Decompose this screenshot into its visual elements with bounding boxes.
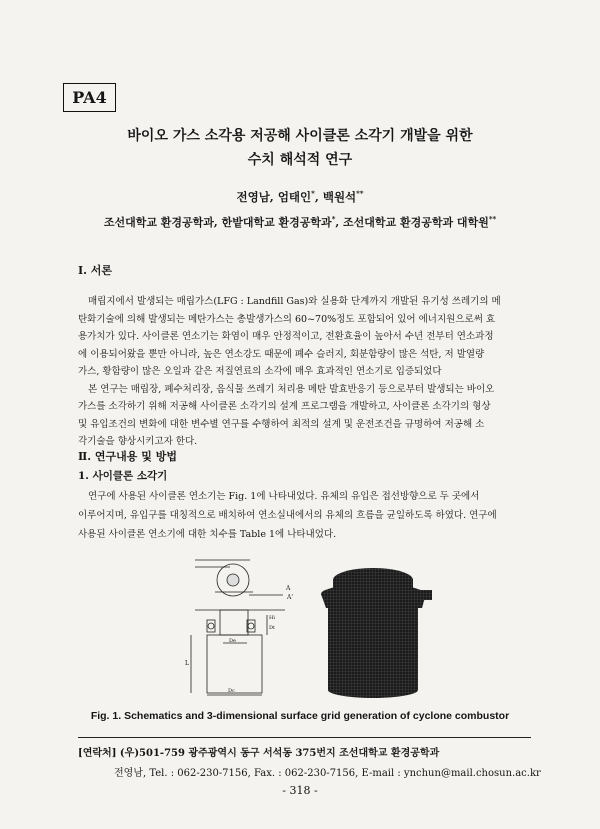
label-hi: Hi [269, 615, 275, 621]
label-dc: Dc [228, 688, 235, 694]
text-line: 용가치가 있다. 사이클론 연소기는 화염이 매우 안정적이고, 전환효율이 높아서 수년 전부터 연소과정 [78, 331, 494, 342]
text-line: 연구에 사용된 사이클론 연소기는 Fig. 1에 나타내었다. 유체의 유입은 접선방향으로 두 곳에서 [88, 491, 480, 502]
footer-divider [78, 737, 531, 738]
text-line: 에 이용되어왔을 뿐만 아니라, 높은 연소강도 때문에 폐수 슬러지, 회분함량이 많은 석탄, 저 발열량 [78, 348, 485, 360]
title-line-2: 수치 해석적 연구 [247, 152, 353, 168]
text-line: 이루어지며, 유입구를 대칭적으로 배치하여 연소실내에서의 유체의 흐름을 균일하도록 하였다. 연구에 [78, 510, 497, 521]
author-names-2: , 백원석 [314, 190, 357, 204]
paper-id-badge: PA4 [63, 83, 116, 112]
text-line: 각기술을 향상시키고자 한다. [78, 436, 198, 447]
text-line: 본 연구는 매립장, 폐수처리장, 음식물 쓰레기 처리용 메탄 발효반응기 등으로부터 발생되는 바이오 [88, 383, 495, 395]
section-heading-introduction: Ⅰ. 서론 [78, 264, 113, 277]
label-dt: Dt [269, 625, 276, 631]
text-line: 가스, 황함량이 많은 오일과 같은 저질연료의 소각에 매우 효과적인 연소기로 입증되었다 [78, 366, 442, 377]
figure-caption: Fig. 1. Schematics and 3-dimensional surface grid generation of cyclone combustor [90, 710, 510, 722]
contact-address: [연락처] (우)501-759 광주광역시 동구 서석동 375번지 조선대학교 환경공학과 [78, 748, 440, 759]
affiliation-part-2: , 조선대학교 환경공학과 대학원 [335, 216, 489, 229]
section-heading-methods: Ⅱ. 연구내용 및 방법 [78, 450, 177, 463]
affiliation-part-1: 조선대학교 환경공학과, 한밭대학교 환경공학과 [103, 216, 332, 229]
label-a: A [286, 585, 291, 592]
label-de: De [229, 638, 236, 644]
page-number: - 318 - [282, 784, 318, 797]
text-line: 및 유입조건의 변화에 대한 변수별 연구를 수행하여 최적의 설계 및 운전조건을 규명하여 저공해 소 [78, 418, 485, 430]
affiliation-mark-2: ** [488, 214, 497, 224]
cyclone-schematic-drawing [185, 555, 310, 700]
text-line: 매립지에서 발생되는 매립가스(LFG : Landfill Gas)와 실용화 단계까지 개발된 유기성 쓰레기의 메 [88, 296, 501, 307]
subsection-heading-cyclone: 1. 사이클론 소각기 [78, 470, 168, 482]
cyclone-schematic-figure [185, 555, 310, 700]
title-line-1: 바이오 가스 소각용 저공해 사이클론 소각기 개발을 위한 [127, 128, 473, 144]
label-a-prime: A' [287, 594, 293, 601]
author-names-1: 전영남, 엄태인 [236, 190, 312, 204]
affiliation-mark-1: * [331, 214, 336, 224]
text-line: 사용된 사이클론 연소기에 대한 치수를 Table 1에 나타내었다. [78, 529, 337, 540]
introduction-paragraph [78, 293, 533, 451]
methods-paragraph [78, 487, 533, 544]
cyclone-3d-grid-figure [318, 560, 443, 700]
affiliation-line [0, 214, 600, 230]
contact-details: 전영남, Tel. : 062-230-7156, Fax. : 062-230-7156, E-mail : ynchun@mail.chosun.ac.kr [114, 768, 541, 779]
author-mark-2: ** [356, 189, 364, 199]
label-l: L [185, 660, 189, 667]
text-line: 가스를 소각하기 위해 저공해 사이클론 소각기의 설계 프로그램을 개발하고, 사이클론 소각기의 형상 [78, 401, 491, 412]
text-line: 탄화기술에 의해 발생되는 메탄가스는 총발생가스의 60~70%정도 포함되어 있어 에너지원으로써 효 [78, 313, 496, 325]
author-list [0, 189, 600, 205]
author-mark-1: * [311, 189, 315, 199]
cyclone-3d-grid-drawing [318, 560, 443, 700]
